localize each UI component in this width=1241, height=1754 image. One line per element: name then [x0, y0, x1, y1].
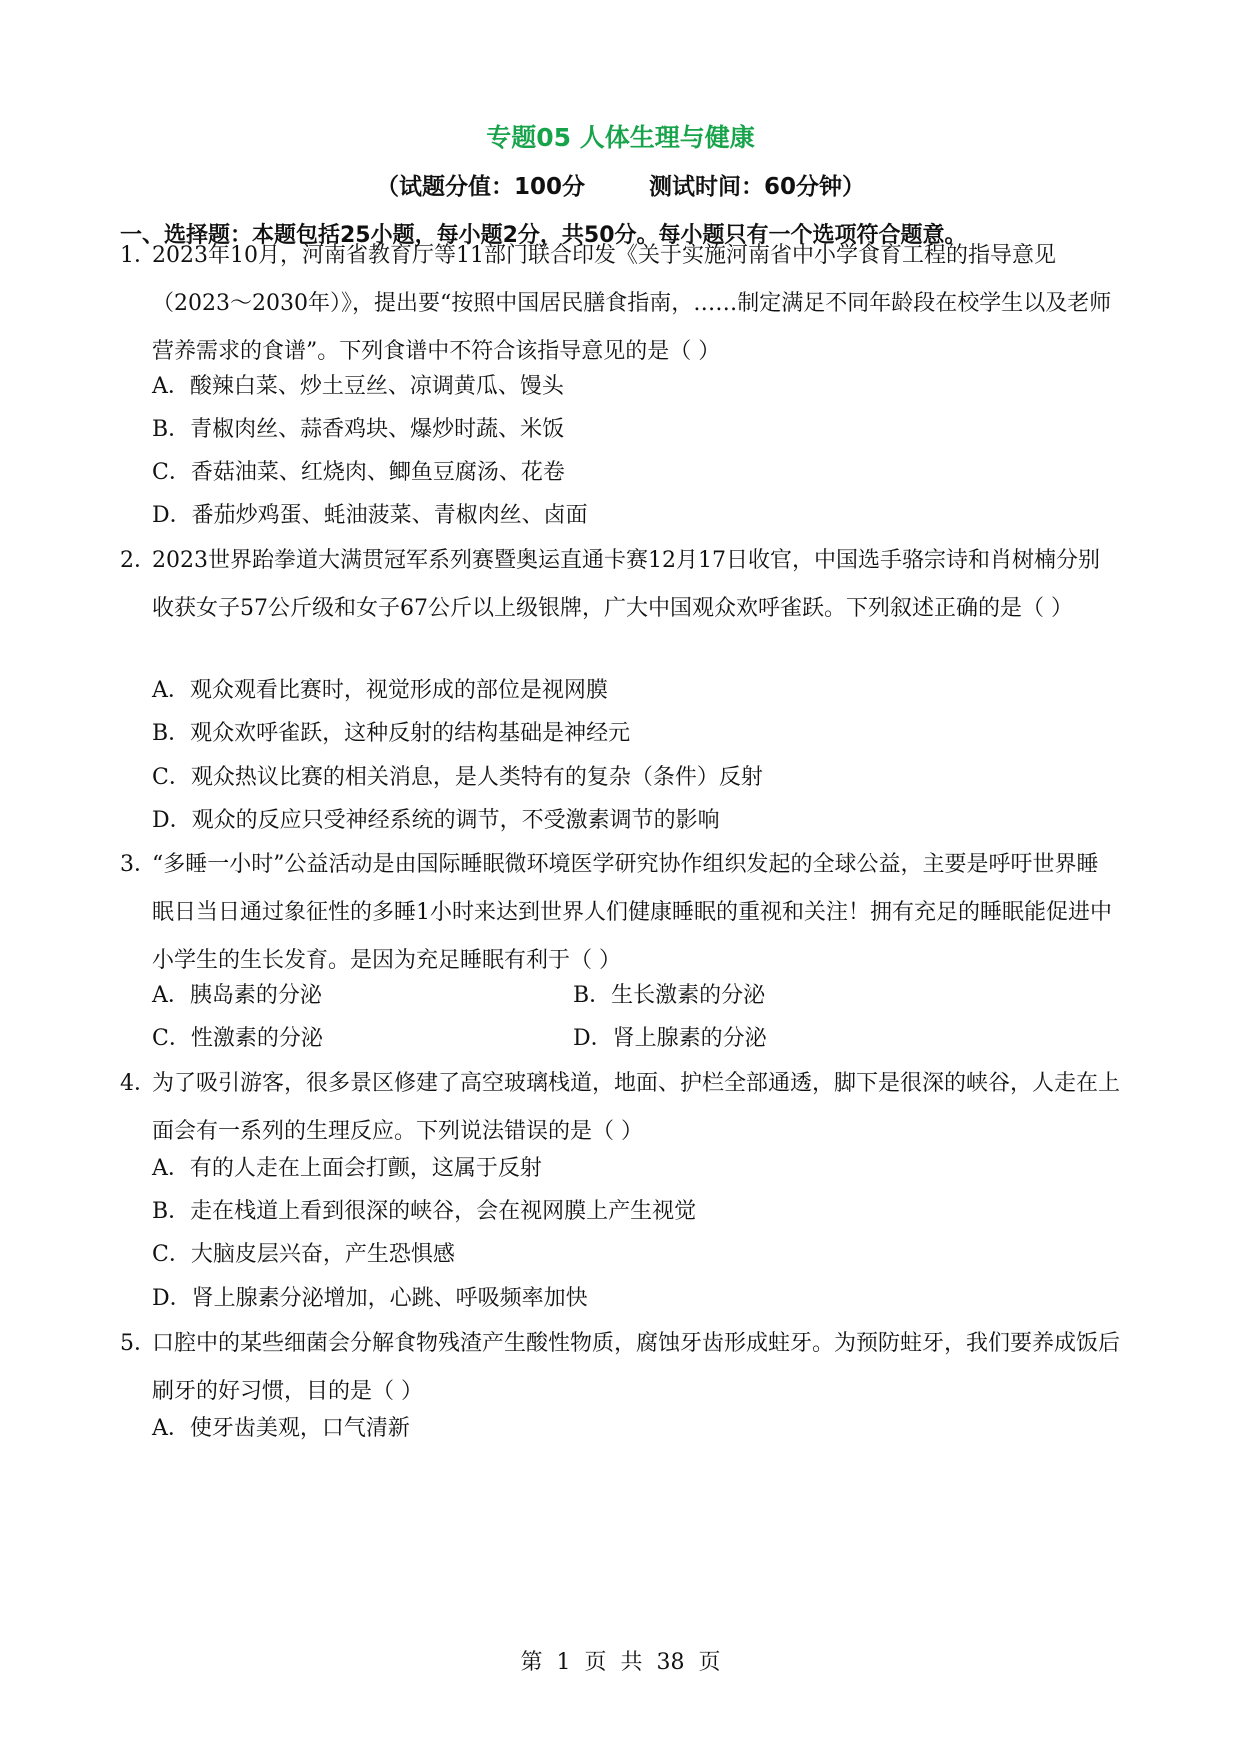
question-4	[120, 1060, 1120, 1156]
question-stem	[120, 841, 1120, 985]
exam-info: （试题分值：100分 测试时间：60分钟）	[375, 174, 866, 200]
option-3d: D．肾上腺素的分泌	[573, 1026, 767, 1051]
question-stem	[120, 537, 1120, 633]
question-number: 2．	[120, 548, 156, 573]
option-4c: C．大脑皮层兴奋，产生恐惧感	[152, 1242, 455, 1267]
question-number: 3．	[120, 852, 156, 877]
option-5a: A．使牙齿美观，口气清新	[152, 1416, 410, 1441]
option-4a: A．有的人走在上面会打颤，这属于反射	[152, 1156, 542, 1181]
option-3c: C．性激素的分泌	[152, 1026, 323, 1051]
option-3a: A．胰岛素的分泌	[152, 983, 322, 1008]
question-3	[120, 841, 1120, 985]
option-2a: A．观众观看比赛时，视觉形成的部位是视网膜	[152, 678, 608, 703]
question-text: 口腔中的某些细菌会分解食物残渣产生酸性物质，腐蚀牙齿形成蛀牙。为预防蛀牙，我们要养成饭后刷牙的好习惯，目的是（ ）	[152, 1331, 1121, 1404]
option-2c: C．观众热议比赛的相关消息，是人类特有的复杂（条件）反射	[152, 765, 763, 790]
question-2	[120, 537, 1120, 633]
option-4d: D．肾上腺素分泌增加，心跳、呼吸频率加快	[152, 1286, 588, 1311]
question-stem	[120, 1060, 1120, 1156]
option-1b: B．青椒肉丝、蒜香鸡块、爆炒时蔬、米饭	[152, 417, 565, 442]
page-title: 专题05 人体生理与健康	[486, 123, 755, 152]
question-number: 5．	[120, 1331, 156, 1356]
question-text: “多睡一小时”公益活动是由国际睡眠微环境医学研究协作组织发起的全球公益，主要是呼吁世界睡眠日当日通过象征性的多睡1小时来达到世界人们健康睡眠的重视和关注！拥有充足的睡眠能促进中小学生的生长发育。是因为充足睡眠有利于（ ）	[152, 852, 1113, 973]
question-stem	[120, 1320, 1120, 1416]
option-3b: B．生长激素的分泌	[573, 983, 766, 1008]
option-4b: B．走在栈道上看到很深的峡谷，会在视网膜上产生视觉	[152, 1199, 697, 1224]
option-1d: D．番茄炒鸡蛋、蚝油菠菜、青椒肉丝、卤面	[152, 503, 588, 528]
option-1c: C．香菇油菜、红烧肉、鲫鱼豆腐汤、花卷	[152, 460, 565, 485]
question-number: 4．	[120, 1071, 156, 1096]
question-text: 2023世界跆拳道大满贯冠军系列赛暨奥运直通卡赛12月17日收官，中国选手骆宗诗和肖树楠分别收获女子57公斤级和女子67公斤以上级银牌，广大中国观众欢呼雀跃。下列叙述正确的是（ ）	[152, 548, 1100, 621]
option-2d: D．观众的反应只受神经系统的调节，不受激素调节的影响	[152, 808, 720, 833]
option-1a: A．酸辣白菜、炒土豆丝、凉调黄瓜、馒头	[152, 374, 564, 399]
question-1	[120, 232, 1120, 376]
question-text: 为了吸引游客，很多景区修建了高空玻璃栈道，地面、护栏全部通透，脚下是很深的峡谷，人走在上面会有一系列的生理反应。下列说法错误的是（ ）	[152, 1071, 1121, 1144]
question-5	[120, 1320, 1120, 1416]
option-2b: B．观众欢呼雀跃，这种反射的结构基础是神经元	[152, 721, 631, 746]
section-heading: 一、选择题：本题包括25小题，每小题2分，共50分。每小题只有一个选项符合题意。	[120, 223, 967, 248]
question-stem	[120, 232, 1120, 376]
question-number: 1．	[120, 243, 156, 268]
page-footer: 第 1 页 共 38 页	[520, 1650, 721, 1675]
question-text: 2023年10月，河南省教育厅等11部门联合印发《关于实施河南省中小学食育工程的指导意见（2023～2030年）》，提出要“按照中国居民膳食指南，……制定满足不同年龄段在校学生以及老师营养需求的食谱”。下列食谱中不符合该指导意见的是（ ）	[152, 243, 1112, 364]
